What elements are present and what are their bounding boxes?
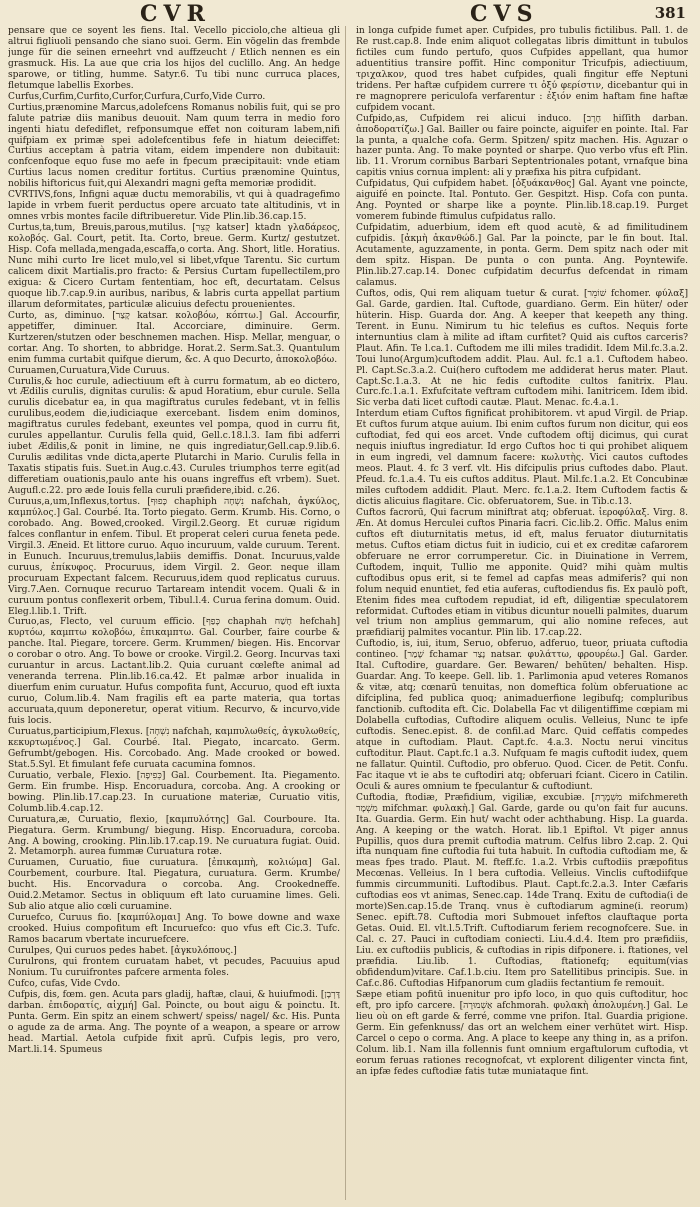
dictionary-entry: Curfus,Curfim,Curfito,Curfor,Curfura,Curfo,Vide Curro. xyxy=(8,91,266,102)
right-column xyxy=(356,26,688,1202)
running-head-left: CVR xyxy=(140,1,211,27)
dictionary-entry: Curulrons, qui frontem curuatam habet, vt pecudes, Pacuuius apud Nonium. Tu curuifrontes pafcere armenta foles. xyxy=(8,957,340,978)
dictionary-entry: Cuftodia, ftodiæ, Præfidium, vigiliæ, excubiæ. [מִשְׁמֶרֶת mifchmereth מִשְׁמָר mifchmar. φυλακὴ.] Gal. Garde, garde ou qu'on fait fur aucuns. Ita. Guardia. Germ. Ein hut/ wacht oder achthabung. Hisp. La guarda. Ang. A keeping or the watch. Horat. lib.1 Epiftol. Vt piger annus Pupillis, quos dura premit cuftodia matrum. Celfus libro 2.cap. 2. Qui ifta nunquam fine cuftodia fui tuta habuit. In cuftodia cuftodiam me, & meas fpes trado. Plaut. M. fteff.fc. 1.a.2. Vrbis cuftodiis præpofitus Mecœnas. Velleius. In l bera cuftodia. Velleius. Vinclis cuftodiifque fummis circummuniti. Luftodibus. Plaut. Capt.fc.2.a.3. Inter Cæfaris cuftodias eos vt animas, Senec.cap. 14de Tranq. Exitu de cuftodia(i de morte)Sen.cap.15.de Tranq. vnus è cuftodiarum agmine(i. reorum) Senec. epift.78. Cuftodia mori Submouet infeftos clauftaque porta Getas. Ouid. El. vlt.l.5.Trift. Cuftodiarum feriem recognofcere. Sue. in Cal. c. 27. Pauci in cuftodiam coniecti. Liu.4.d.4. Item pro præfidiis, Liu. ex cuftodiis publicis, & cuftodias in ripis difponere. i. ftationes, vel præfidia. Liu.lib. 1. Cuftodias, ftationefq; equitum(vias obfidendum)vitare. Caf.1.b.ciu. Item pro Satellitibus principis. Sue. in Caf.c.86. Cuftodias Hifpanorum cum gladiis fectantium fe remouit. xyxy=(356,792,688,989)
dictionary-entry: Sæpe etiam pofitū inuenitur pro ipfo loco, in quo quis cuftoditur, hoc eft, pro ipfo carcere. [אַשְׁמוּרָה afchmorah. φυλακὴ ἀπολυμένη.] Gal. Le lieu où on eft garde & ferré, comme vne prifon. Ital. Guardia prigione. Germ. Ein gefenknuss/ das ort an welchem einer verhütet wirt. Hisp. Carcel o cepo o corma. Ang. A place to keepe any thing in, as a prifon. Colum. lib.1. Nam illa follennis funt omnium ergaftulorum cuftodia, vt eorum feruas rationes recognofcat, vt explorent diligenter vincta fint, an ipfæ fedes cuftodiæ fatis tutæ muniataque fint. xyxy=(356,989,688,1077)
dictionary-entry: Curuatus,participium,Flexus. [נִשְׁחָה nafchah, καμπυλωθείς, ἀγκυλωθείς, κεκυρτωμένος.] Gal. Courbé. Ital. Piegato, incarcato. Germ. Gefrumbt/gebogen. His. Corcobado. Ang. Made crooked or bowed. Stat.5.Syl. Et fimulant fefe curuata cacumina fomnos. xyxy=(8,727,340,770)
dictionary-entry: Cufpis, dis, fœm. gen. Acuta pars gladij, haftæ, claui, & huiufmodi. [דָּרְבָן darban. ἐπιδορατίς, αἰχμή] Gal. Poincte, ou bout aigu & poinctu. It. Punta. Germ. Ein spitz an einem schwert/ speiss/ nagel/ &c. His. Punta o agude za de arma. Ang. The poynte of a weapon, a speare or arrow head. Martial. Aetola cufpide fixit aprū. Cufpis legis, pro vero, Mart.li.14. Spumeus xyxy=(8,989,340,1055)
dictionary-entry: Cuftos facrorū, Qui facrum miniftrat atq; obferuat. ἱεροφύλαξ. Virg. 8. Æn. At domus Herculei cuftos Pinaria facri. Cic.lib.2. Offic. Malus enim cuftos eft diuturnitatis metus, id eft, malus feruator diuturnitatis metus. Cuftos etiam dictus fuit in iudicio, cui et ex creditæ cafarorem obferuare ne error corrumperetur. Cic. in Diuinatione in Verrem, Cuftodem, inquit, Tullio me apponite. Quid? mihi quàm multis cuftodibus opus erit, si te femel ad capfas meas admiferis? qui non folum nequid enuntiet, fed etia auferas, cuftodiendus fis. Ex paulò poft, Etenim fides mea cuftodem repudiat, id eft, diligentiæ speculatorem reformidat. Cuftodes etiam in vitibus dicuntur nouelli palmites, duarum vel trium non amplius gemmarum, qui alio nomine refeces, aut præfidiarij palmites vocantur. Plin lib. 17.cap.22. xyxy=(356,507,688,639)
dictionary-entry: Curuatura,æ, Curuatio, flexio, [καμπυλότης] Gal. Courboure. Ita. Piegatura. Germ. Krumbung/ biegung. Hisp. Encoruadura, corcoba. Ang. A bowing, crooking. Plin.lib.17.cap.19. Ne curuatura fugiat. Ouid. 2. Metamorph. aurea fummæ Curuatura rotæ. xyxy=(8,814,340,858)
dictionary-entry: Cufpidatus, Qui cufpidem habet. [ὀξυάκανθος] Gal. Ayant vne poincte, aiguifé en poincte. Ital. Pontuto. Ger. Gespitzt. Hisp. Cofa con punta. Ang. Poynted or sharpe like a poynte. Plin.lib.18.cap.19. Purget vomerem fubinde ftimulus cufpidatus rallo. xyxy=(356,179,688,223)
dictionary-entry: Curtus,ta,tum, Breuis,parous,mutilus. [קָצֵר katser] ktadn γλαδάρεoς, κολoβός. Gal. Court, petit. Ita. Corto, breue. Germ. Kurtz/ gestutzet. Hisp. Cofa mellada,mengada,escaffa,o corta. Ang. Short, litle. Horatius. Nunc mihi curto Ire licet mulo,vel si libet,vfque Tarentu. Sic curtum calicem dixit Martialis.pro fracto: & Persius Curtam fupellectilem,pro exigua: & Cicero Curtam fententiam, hoc eft, decurtatam. Celsus quoque lib.7.cap.9.in auribus, naribus, & labris curta appellat partium illarum deformitates, particulæ alicuius defectu prouenientes. xyxy=(8,223,340,310)
dictionary-entry: Curtius,prænomine Marcus,adolefcens Romanus nobilis fuit, qui se pro falute patriæ diis manibus deuouit. Nam quum terra in medio foro ingenti hiatu defediflet, refponsumque effet non coituram labem,nifi quifpiam ex primæ spei adolefcentibus fefe in hiatum deieciffet: Curtius acceptam à patria vitam, eidem impendere non dubitauit: confcenfoque equo fuse mo aefe in fpecum præcipitauit: vnde etiam Curtius lacus nomen creditur fortitus. Curtius prænomine Quintus, nobilis hiftoricus fuit,qui Alexandri magni gefta memoriæ prodidit. xyxy=(8,102,340,190)
page-number: 381 xyxy=(654,4,686,22)
dictionary-entry: Curuamen, Curuatio, fiue curuatura. [ἐπικαμπὴ, κολιώμα] Gal. Courbement, courbure. Ital. Piegatura, curuatura. Germ. Krumbe/ bucht. His. Encorvadura o corcoba. Ang. Crookedneffe. Ouid.2.Metamor. Sectus in obliquum eft lato curuamine limes. Geli. Sub alio atque alio cœli curuamine. xyxy=(8,858,340,913)
page-header xyxy=(0,2,700,26)
dictionary-entry: Curuamen,Curuatura,Vide Curuus. xyxy=(8,365,170,376)
dictionary-entry: pensare que ce soyent les fiens. Ital. Vecello picciolo,che altieua gli altrui figliuoli pensando che siano suoi. Germ. Ein vögelin das frembde junge für die seinen erneehrt vnd auffzeucht / Etlich nennen es ein grasmuck. His. La aue que cria los hijos del cuclillo. Ang. An hedge sparowe, or titling, humme. Satyr.6. Tu tibi nunc curruca places, fletumque labellis Exorbes. xyxy=(8,26,340,91)
dictionary-entry: Interdum etiam Cuftos fignificat prohibitorem. vt apud Virgil. de Priap. Et cuftos furum atque auium. Ibi enim cuftos furum non dicitur, qui eos cuftodiat, fed qui eos arcet. Vnde cuftodem oftij dicimus, qui curat nequis iniuftus ingrediatur. Id ergo Cuftos hoc ti qui prohibet aliquem in eum ingredi, vel damnum facere: κωλυτὴς. Vici cautos cuftodes meos. Plaut. 4. fc 3 verf. vlt. His difcipulis prius cuftodes dabo. Plaut. Pfeud. fc.1.a.4. Tu eis cuftos additus. Plaut. Mil.fc.1.a.2. Et Concubinæ miles cuftodem addidit. Plaut. Merc. fc.1.a.2. Item Cuftodem factis & dictis alicuius flagitare. Cic. obferuatorem, Sue. in Tib.c.13. xyxy=(356,409,688,507)
dictionary-entry: Curuefco, Curuus fio. [καμπύλομαι] Ang. To bowe downe and waxe crooked. Huius compofitum eft Incuruefco: quo vfus eft Cic.3. Tufc. Ramos bacarum vbertate incuruefcere. xyxy=(8,913,340,946)
dictionary-entry: in longa cufpide fumet aper. Cufpides, pro tubulis fictilibus. Pall. 1. de Re rust.cap.8. Inde enim aliquot collegatas libris dimittunt in tubulos fictiles cum fundo pertufo, quos Cufpides appellant, qua humor aduentitius transire poffit. Hinc componitur Tricufpis, adiectiuum, τριχαλκον, quod tres habet cufpides, quali fingitur effe Neptuni tridens. Per haftæ cufpidem currere τι ὀξύ φερίστιν, dicebantur qui in re magnoprere periculofa verfarentur : ἐξιόν enim haftam fine haftæ cufpidem vocant. xyxy=(356,26,688,113)
dictionary-entry: CVRTIVS,fons, Infigni aquæ ductu memorabilis, vt qui à quadragefimo lapide in vrbem fuerit perductus opere arcuato tate altitudinis, vt in omnes vrbis montes facile diftribueretur. Vide Plin.lib.36.cap.15. xyxy=(8,190,340,223)
dictionary-entry: Curuatio, verbale, Flexio. [כְּפִיפָה] Gal. Courbement. Ita. Piegamento. Germ. Ein frumbe. Hisp. Encoruadura, corcoba. Ang. A crooking or bowing. Plin.lib.17.cap.23. In curuatione materiæ, Curuatio vitis, Columb.lib.4.cap.12. xyxy=(8,770,340,814)
column-divider xyxy=(345,26,346,1200)
dictionary-entry: Curuo,as, Flecto, vel curuum efficio. [כָּפַף chaphah חָשַׁח hefchah] κυρτόω, καμπτω κολοβόω, ἐπικαμπτω. Gal. Courber, faire courbe & panche. Ital. Piegare, torcere. Germ. Krummen/ biegen. His. Encorvar o corobar o otro. Ang. To bowe or crooke. Virgil.2. Georg. Incurvas taxi curuantur in arcus. Lactant.lib.2. Quia curuant cœlefte animal ad veneranda terrena. Plin.lib.16.ca.42. Et palmæ arbor inualida in diuerfum enim curuatur. Hufus compofita funt, Accuruo, quod eft iuxta curuo, Colum.lib.4. Nam fragilis eft ea parte materia, qua tortas accuruata,quum deponeretur, operat vitium. Recurvo, & incurvo,vide fuis locis. xyxy=(8,617,340,727)
dictionary-entry: Cuftodio, is, iui, itum, Seruo, obferuo, adferuo, tueor, priuata cuftodia contineo. [שָׁמַר fchamar נָצַר natsar. φυλάττω, φρουρέω.] Gal. Garder. Ital. Cuftodire, guardare. Ger. Bewaren/ behüten/ behalten. Hisp. Guardar. Ang. To keepe. Gell. lib. 1. Parlimonia apud veteres Romanos & vitæ, atq; cœnarū tenuitas, non domeftica folùm obferuatione ac difciplina, fed publica quoq; animaduerfione legibufq; compluribus fanctionib. cuftodita eft. Cic. Dolabella Fac vt diligentiffime cœpiam mi Dolabella cuftodias, Cuftodire aliquem oculis. Velleius, Nunc te ipfe cuftodis. Senec.epist. 8. de confil.ad Marc. Quid ceffatis compedes atque in cuftodiam. Plaut. Capt.fc. 4.a.3. Noctu nerui vincitus cuftoditur. Plaut. Capt.fc.1 a.3. Nufquam fe magis cuftodit iudex, quem ne fallatur. Quintil. Cuftodio, pro obferuo. Quod. Cicer. de Petit. Confu. Fac itaque vt ie abs te cuftodiri atq; obferuari fciant. Cicero in Catilin. Oculi & aures omnium te fpeculantur & cuftodiunt. xyxy=(356,639,688,792)
running-head-right: CVS xyxy=(470,1,539,27)
dictionary-entry: Cufco, cufas, Vide Cvdo. xyxy=(8,978,121,989)
dictionary-entry: Curulis,& hoc curule, adiectiuum eft à curru formatum, ab eo dictero, vt Ædilis curulis, dignitas curulis: & apud Horatium, ebur curule. Sella curulis dicebatur ea, in qua magiftratus curules fedebant, vt in fellis curulibus,eodem die,iudiciaque exercebant. Iisdem enim dominos, magiftratus curules fedebant, exeuntes vel pompa, quod in curru fit, curules appellantur. Curulis fella quid, Gell.c.18.l.3. Iam fibi adferri iubet Ædilis,& ponit in limine, ne quis ingrediatur,Gell.cap.9.lib.6. Curulis ædilitas vnde dicta,aperte Plutarchi in Mario. Curulis fella in Taxatis stipatis fuis. Suet.in Aug.c.43. Curules triumphos terre egit(ad differetiam ouationis,paulo ante his ouans ingreffus eft vrbem). Suet. Augufl.c.22. pro æde Iouis fella curuli præfidere,ibid. c.26. xyxy=(8,376,340,497)
dictionary-entry: Cufpido,as, Cufpidem rei alicui induco. [חֶרֶב hiſſith darban. ἀποδορατίζω.] Gal. Bailler ou faire poincte, aiguifer en pointe. Ital. Far la punta, a qualche cofa. Germ. Spitzen/ spitz machen. His. Aguzar o hazer punta. Ang. To make poynted or sharpe. Quo verbo vfus eft Plin. lib. 11. Vrorum cornibus Barbari Septentrionales potant, vrnafque bina capitis vnius cornua implent: ali y præfixa his pitra cufpidant. xyxy=(356,113,688,179)
dictionary-entry: Curto, as, diminuo. [קָצַר katsar. κολοβόω, κόπτω.] Gal. Accourfir, appetiffer, diminuer. Ital. Accorciare, diminuire. Germ. Kurtzeren/stutzen oder beschnemen machen. Hisp. Mellar, menguar, o cortar. Ang. To shorten, to abbridge. Horat.2. Serm.Sat.3. Quantulum enim fumma curtabit quifque dierum, &c. A quo Decurto, ἀποκολοβόω. xyxy=(8,310,340,365)
dictionary-entry: Curulpes, Qui curuos pedes habet. [ἀγκυλόπους.] xyxy=(8,946,237,957)
dictionary-entry: Curuus,a,um,Inflexus,tortus. [כָּפוּף chaphiph נִשְׁחָה nafchah, ἀγκύλος, καμπύλος.] Gal. Courbé. Ita. Torto piegato. Germ. Krumb. His. Corno, o corobado. Ang. Bowed,crooked. Virgil.2.Georg. Et curuæ rigidum falces conflantur in enfem. Tibul. Et properat celeri curua feneta pede. Virgil.3. Æneid. Et littore curuo. Aquo incuruum, valde curuum. Terent. in Eunuch. Incuruus,tremulus,labiis demiffis. Donat. Incuruus,valde curuus, ἐπίκυφος. Procuruus, idem Virgil. 2. Geor. neque illam procuruam Expectant falcem. Recuruus,idem quod replicatus curuus. Virg.7.Aen. Cornuque recuruo Tartaream intendit vocem. Quali & in curuum pontus conflexerit orbem, Tibul.l.4. Curua ferina domum. Ouid. Eleg.l.lib.1. Trift. xyxy=(8,496,340,617)
left-column xyxy=(8,26,340,1202)
dictionary-entry: Cufpidatim, aduerbium, idem eft quod acutè, & ad fimilitudinem cufpidis. [ἀκμὴ ἀκανθώδ.] Gal. Par la poincte, par le fin bout. Ital. Acutamente, aguzzamente, in ponta. Germ. Dem spitz nach oder mit dem spitz. Hispan. De punta o con punta. Ang. Poyntewife. Plin.lib.27.cap.14. Donec cufpidatim decurfus defcendat in rimam calamus. xyxy=(356,223,688,288)
dictionary-entry: Cuftos, odis, Qui rem aliquam tuetur & curat. [שׁוֹמֵר fchomer. φύλαξ] Gal. Garde, gardien. Ital. Cuftode, guardiano. Germ. Ein hüter/ oder hüterin. Hisp. Guarda dor. Ang. A keeper that keepeth any thing. Terent. in Eunu. Nimirum tu hic telefius es cuftos. Nequis forte internuntius clam à milite ad iftam curfitet? Quid ais cuftos carceris? Plaut. Afin. Te l.ca.1. Cuftodem me illi miles tradidit. Idem Mil.fc.3.a.2. Toui luno(Argum)cuftodem addit. Plau. Aul. fc.1 a.1. Cuftodem habeo. Pl. Capt.Sc.3.a.2. Cui(hero cuftodem me addiderat herus mater. Plaut. Capt.Sc.1.a.3. At ne hic fedis cuftodite cultos fanitrix. Plau. Curc.fc.1.a.1. Exfufcitate veftram cuftodem mihi. Ianitricem. Idem ibid. Sic verba dati licet cuftodi cautæ. Plaut. Menac. fc.4.a.1. xyxy=(356,288,688,409)
